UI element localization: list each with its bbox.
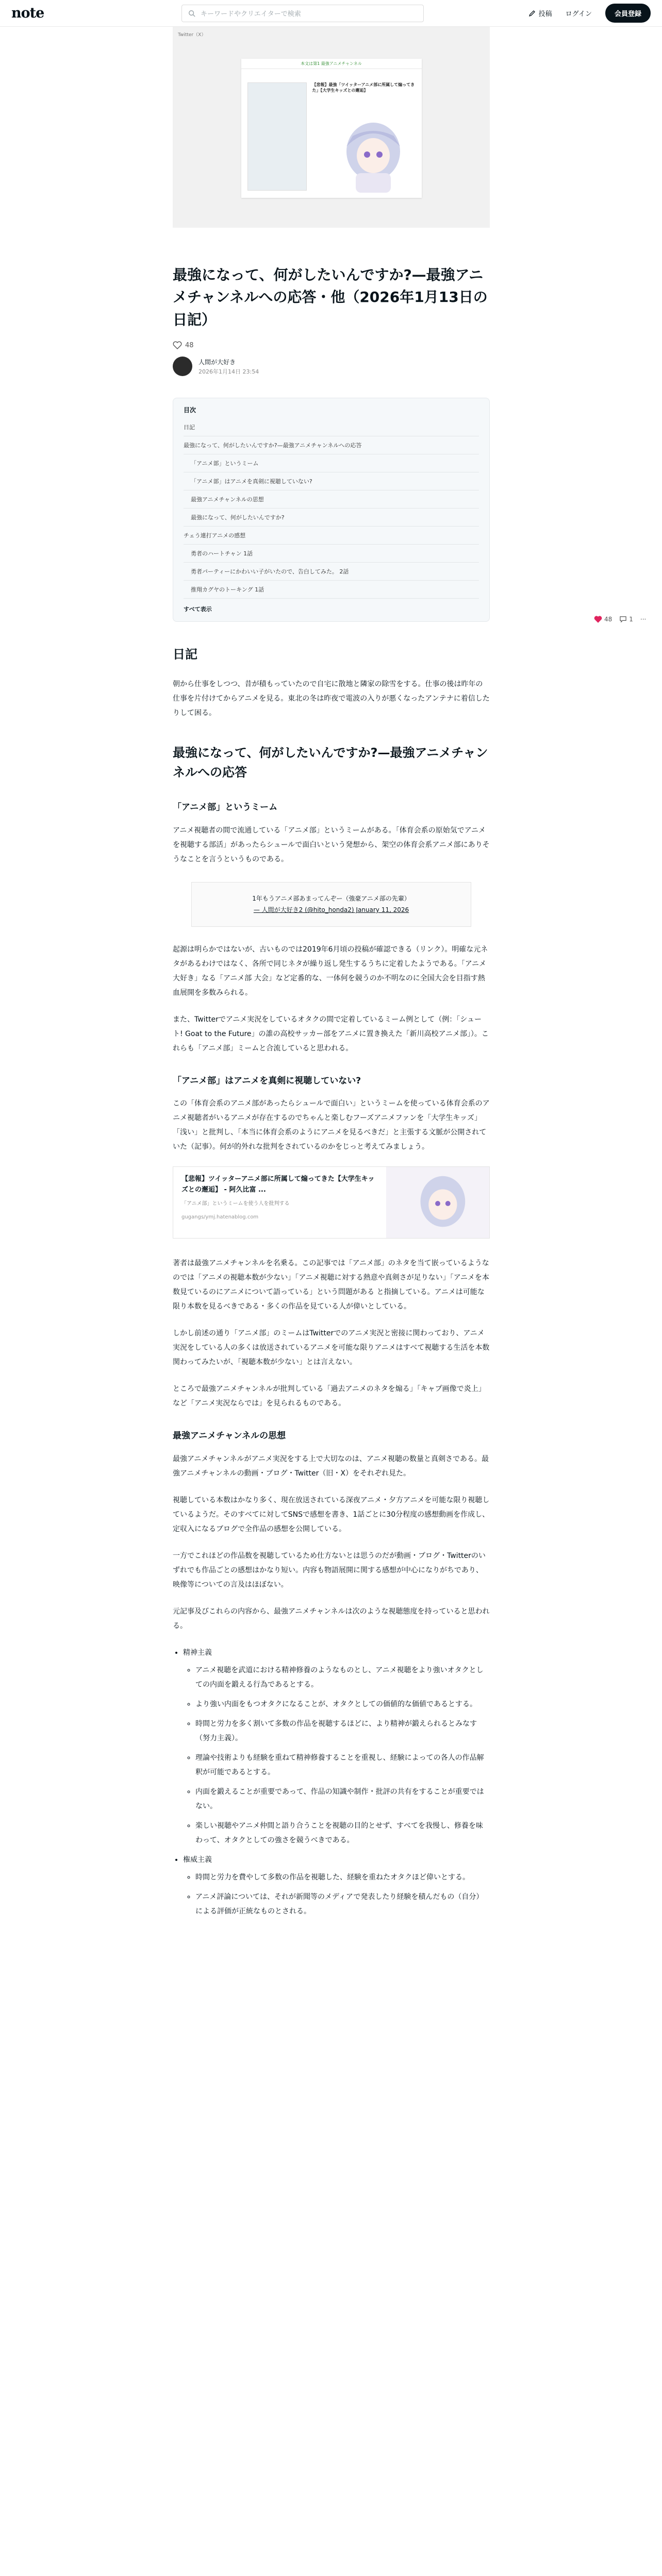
- link-card-title: 【悲報】ツイッターアニメ部に所属して煽ってきた【大学生キッズとの邂逅】 - 阿久比富 ...: [181, 1175, 375, 1194]
- thumb-left-screenshot: [247, 82, 307, 191]
- paragraph: 一方でこれほどの作品数を視聴しているため仕方ないとは思うのだが動画・ブログ・Twitterのいずれでも作品ごとの感想はかなり短い。内容も物語展開に関する感想が中心になりがちであり、映像等についての言及はほぼない。: [173, 1551, 486, 1589]
- link-card-thumbnail: [386, 1167, 489, 1238]
- top-navigation-bar: [0, 0, 662, 27]
- paragraph: ところで最強アニメチャンネルが批判している「過去アニメのネタを煽る」「キャプ画像で炎上」など「アニメ実況ならでは」を見られるものである。: [173, 1385, 486, 1408]
- paragraph: 元記事及びこれらの内容から、最強アニメチャンネルは次のような視聴態度を持っていると思われる。: [173, 1607, 490, 1630]
- toc-item[interactable]: 最強になって、何がしたいんですか?: [184, 509, 479, 527]
- floating-like-count: 48: [604, 616, 613, 623]
- list-item-label: 権威主義: [183, 1855, 212, 1864]
- paragraph: 著者は最強アニメチャンネルを名乗る。この記事では「アニメ部」のネタを当て嵌っているようなのでは「アニメの視聴本数が少ない」「アニメ視聴に対する熱意や真剣さが足りない」「アニメを本数見ているのにアニメについて語っている」という問題がある と指摘している。アニメは可能な限り本数を見るべきである・多くの作品を見ている人が偉いとしている。: [173, 1259, 489, 1311]
- publish-date: 2026年1月14日 23:54: [198, 368, 259, 375]
- paragraph: 朝から仕事をしつつ、昔が積もっていたので自宅に散地と隣家の除雪をする。仕事の後は昨年の仕事を片付けてからアニメを見る。東北の冬は昨夜で電波の入りが悪くなったアンテナに着信したりして困る。: [173, 680, 490, 717]
- subheading-meme: 「アニメ部」というミーム: [173, 802, 278, 813]
- like-count: 48: [185, 341, 194, 349]
- heart-icon: [594, 616, 602, 623]
- list-sub-item: ◦ 楽しい視聴やアニメ仲間と語り合うことを視聴の目的とせず、すべてを我慢し、修養を味わって、オタクとしての強さを競うべきである。: [195, 1819, 490, 1848]
- attitude-list: [173, 1646, 490, 1919]
- paragraph: しかし前述の通り「アニメ部」のミームはTwitterでのアニメ実況と密接に関わっており、アニメ実況をしている人の多くは放送されているアニメを可能な限りアニメはすべて視聴する生活を本数関わってみたいが、「視聴本数が少ない」とは言えない。: [173, 1329, 490, 1367]
- list-sub-item: ◦ 時間と労力を費やして多数の作品を視聴した、経験を重ねたオタクほど偉いとする。: [195, 1870, 490, 1885]
- toc-item[interactable]: 推翔カグヤのトーキング 1話: [184, 581, 479, 599]
- search-placeholder: キーワードやクリエイターで検索: [201, 10, 301, 18]
- link-card[interactable]: [173, 1166, 490, 1239]
- comment-icon: [619, 616, 627, 623]
- tweet-attribution[interactable]: — 人間が大好き2 (@hito_honda2) January 11, 2026: [253, 906, 409, 914]
- toc-item[interactable]: 最強アニメチャンネルの思想: [184, 490, 479, 509]
- toc-show-all-button[interactable]: すべて表示: [184, 606, 212, 613]
- floating-comment-count: 1: [629, 616, 633, 623]
- like-area[interactable]: [173, 341, 490, 349]
- note-logo[interactable]: note: [11, 5, 44, 21]
- anime-girl-illustration: [332, 115, 415, 193]
- list-sub-item: ◦ 内面を鍛えることが重要であって、作品の知識や制作・批評の共有をすることが重要ではない。: [195, 1785, 490, 1814]
- list-sub-item: ◦ アニメ視聴を武道における精神修養のようなものとし、アニメ視聴をより強いオタクとしての内面を鍛える行為であるとする。: [195, 1663, 490, 1692]
- paragraph: アニメ視聴者の間で流通している「アニメ部」というミームがある。「体育会系の原始気でアニメを視聴する部活」があったらシュールで面白いという発想から、架空の体育会系アニメ部にありそうなことを言うというものである。: [173, 826, 490, 863]
- article-title: 最強になって、何がしたいんですか?—最強アニメチャンネルへの応答・他（2026年1月13日の日記）: [173, 266, 488, 328]
- toc-item[interactable]: 最強になって、何がしたいんですか?—最強アニメチャンネルへの応答: [184, 436, 479, 454]
- article-body: [173, 645, 490, 1918]
- toc-item[interactable]: 勇者パーティーにかわいい子がいたので、告白してみた。 2話: [184, 563, 479, 581]
- more-icon: ···: [640, 616, 647, 623]
- subheading-serious: 「アニメ部」はアニメを真剣に視聴していない?: [173, 1076, 361, 1087]
- subheading-thought: 最強アニメチャンネルの思想: [173, 1431, 286, 1442]
- list-sub-item: ◦ アニメ評論については、それが新聞等のメディアで発表したり経験を積んだもの（自分）による評価が正統なものとされる。: [195, 1890, 490, 1919]
- author-avatar[interactable]: [173, 357, 192, 376]
- embedded-tweet[interactable]: [191, 882, 471, 927]
- link-card-description: 「アニメ部」というミームを使う人を批判する: [181, 1200, 290, 1207]
- link-card-url: gugangs/ymj.hatenablog.com: [181, 1214, 259, 1220]
- login-link[interactable]: ログイン: [565, 10, 592, 18]
- author-name[interactable]: 人間が大好き: [198, 358, 236, 366]
- eyecatch-image: [173, 27, 490, 228]
- section-heading-diary: 日記: [173, 647, 197, 662]
- floating-more-button[interactable]: [640, 616, 646, 623]
- toc-item[interactable]: チェう連打アニメの感想: [184, 527, 479, 545]
- paragraph: この「体育会系のアニメ部があったらシュールで面白い」というミームを使っている体育会系のアニメ視聴者がいるアニメが存在するのでちゃんと楽しむフーズアニメファンを「大学生キッズ」「浅い」と批判し、「本当に体育会系のようにアニメを見るべきだ」と主張する文脈が公開されていた（記事）。何が的外れな批判をされているのかをじっと考えてみましょう。: [173, 1099, 490, 1151]
- post-label: 投稿: [538, 10, 552, 18]
- search-input[interactable]: [181, 5, 424, 22]
- article-container: [173, 27, 490, 1931]
- section-heading-main: 最強になって、何がしたいんですか?—最強アニメチャンネルへの応答: [173, 745, 488, 779]
- paragraph: 起源は明らかではないが、古いものでは2019年6月頃の投稿が確認できる（リンク）。明確な元ネタがあるわけではなく、各所で同じネタが繰り返し発生するうちに定着したようである。「アニメ大好き」なる「アニメ部 大会」など定番的な、一体何を競うのか不明なのに全国大会を目指す熱血展開を多数みられる。: [173, 945, 488, 997]
- floating-like-button[interactable]: [594, 616, 612, 623]
- post-button[interactable]: [528, 8, 552, 18]
- list-sub-item: ◦ 理論や技術よりも経験を重ねて精神修養することを重視し、経験によっての各人の作品解釈が可能であるとする。: [195, 1751, 490, 1780]
- toc-item[interactable]: 勇者のハートチャン 1話: [184, 545, 479, 563]
- heart-icon: [173, 341, 182, 349]
- paragraph: また、Twitterでアニメ実況をしているオタクの間で定着しているミーム例として（例：「シュート! Goat to the Future」の誰の高校サッカー部をアニメに置き換えた「新川高校アニメ部」）。これらも「アニメ部」ミームと合流していると思われる。: [173, 1015, 489, 1053]
- list-sub-item: ◦ より強い内面をもつオタクになることが、オタクとしての価値的な価値であるとする。: [195, 1697, 490, 1711]
- list-item: [183, 1853, 490, 1919]
- floating-comment-button[interactable]: [619, 616, 633, 623]
- thumb-header: 本文は第1 最強アニメチャンネル: [241, 59, 422, 69]
- floating-actions: [594, 616, 646, 623]
- search-icon: [188, 10, 195, 17]
- pencil-icon: [528, 10, 536, 17]
- list-item-label: 精神主義: [183, 1648, 212, 1657]
- toc-heading: 目次: [184, 406, 196, 414]
- list-sub-item: ◦ 時間と労力を多く割いて多数の作品を視聴するほどに、より精神が鍛えられるとみなす（努力主義）。: [195, 1717, 490, 1745]
- toc-item[interactable]: 「アニメ部」はアニメを真剣に視聴していない?: [184, 472, 479, 490]
- toc-item[interactable]: 「アニメ部」というミーム: [184, 454, 479, 472]
- author-block[interactable]: [173, 357, 490, 376]
- paragraph: 最強アニメチャンネルがアニメ実況をする上で大切なのは、アニメ視聴の数量と真剣さである。最強アニメチャンネルの動画・ブログ・Twitter（旧・X）をそれぞれ見た。: [173, 1454, 489, 1478]
- tweet-text: 1年もうアニメ部あまってんぞー（強豪アニメ部の先輩）: [252, 894, 410, 902]
- toc-item[interactable]: 日記: [184, 418, 479, 436]
- register-button[interactable]: 会員登録: [605, 4, 651, 23]
- paragraph: 視聴している本数はかなり多く、現在放送されている深夜アニメ・夕方アニメを可能な限り視聴しているようだ。そのすべてに対してSNSで感想を書き、1話ごとに30分程度の感想動画を作成し、定収入になるブログで全作品の感想を公開している。: [173, 1496, 490, 1533]
- eyecatch-screenshot: [241, 59, 422, 198]
- eyecatch-caption: Twitter（X）: [178, 32, 206, 38]
- table-of-contents: [173, 398, 490, 622]
- thumb-title: 【悲報】最強「ツイッターアニメ部に所属して煽ってきた」【大学生キッズとの邂逅】: [312, 82, 415, 93]
- list-item: [183, 1646, 490, 1848]
